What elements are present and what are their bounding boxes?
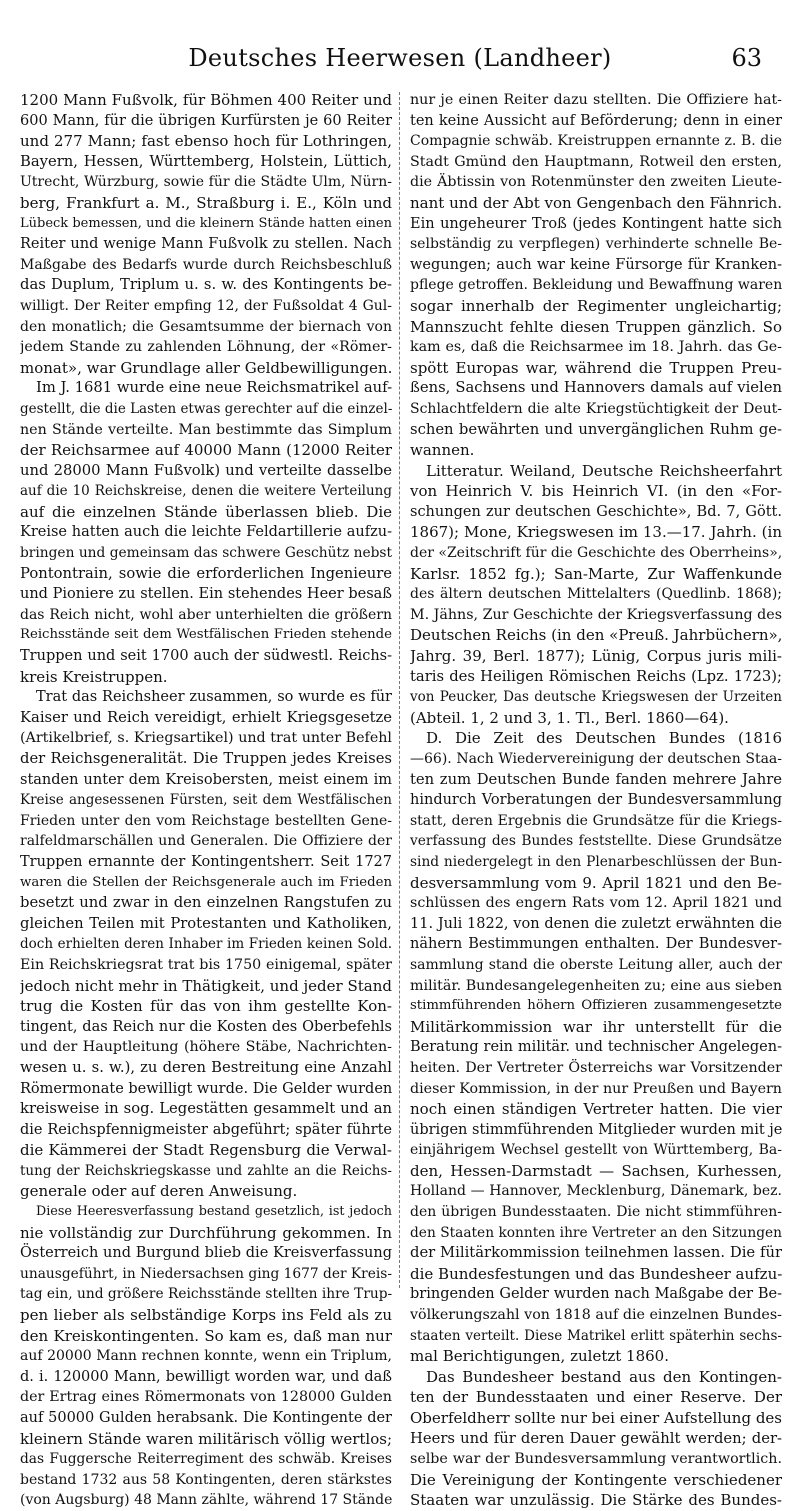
text-line: und 28000 Mann Fußvolk) und verteilte dasselbe (20, 461, 392, 479)
text-line: nant und der Abt von Gengenbach den Fähnrich. (410, 193, 782, 212)
text-line: schlüssen des engern Rats vom 12. April 1821 und (410, 895, 782, 912)
text-line: wesen u. s. w.), zu deren Bestreitung eine Anzahl (20, 1058, 392, 1076)
text-line: Kaiser und Reich vereidigt, erhielt Kriegsgesetze (20, 708, 392, 726)
text-line: Heers und für deren Dauer gewählt werden; der- (410, 1429, 782, 1447)
text-line: auf die 10 Reichskreise, denen die weitere Verteilung (20, 483, 392, 500)
text-line: selbe war der Bundesversammlung verantwortlich. (410, 1451, 782, 1468)
text-line: nur je einen Reiter dazu stellten. Die Offiziere hat- (410, 92, 782, 108)
text-line: das Fuggersche Reiterregiment des schwäb. Kreises (20, 1451, 392, 1468)
text-line: D. Die Zeit des Deutschen Bundes (1816 (426, 729, 782, 748)
text-line: Diese Heeresverfassung bestand gesetzlich, ist jedoch (36, 1204, 392, 1220)
text-line: bestand 1732 aus 58 Kontingenten, deren stärkstes (20, 1471, 392, 1488)
text-line: stimmführenden höhern Offizieren zusammengesetzte (410, 998, 782, 1014)
text-line: Bayern, Hessen, Württemberg, Holstein, Lüttich, (20, 152, 392, 170)
text-line: Ein ungeheurer Troß (jedes Kontingent hatte sich (410, 215, 782, 232)
text-line: noch einen ständigen Vertreter hatten. Die vier (410, 1100, 782, 1119)
text-line: willigt. Der Reiter empfing 12, der Fußsoldat 4 Gul- (20, 297, 392, 314)
text-line: den Staaten konnten ihre Vertreter an den Sitzungen (410, 1224, 782, 1241)
text-line: tag ein, und größere Reichsstände stellten ihre Trup- (20, 1286, 392, 1303)
text-line: sind niedergelegt in den Plenarbeschlüssen der Bun- (410, 853, 782, 870)
text-line: ten keine Aussicht auf Beförderung; denn in einer (410, 112, 782, 129)
text-line: Litteratur. Weiland, Deutsche Reichsheerfahrt (426, 461, 782, 480)
text-line: das Duplum, Triplum u. s. w. des Kontingents be- (20, 276, 392, 294)
text-line: und der Hauptleitung (höhere Stäbe, Nachrichten- (20, 1039, 392, 1056)
text-line: pen lieber als selbständige Korps ins Feld als zu (20, 1306, 392, 1325)
column-divider (399, 92, 400, 1288)
text-line: kam es, daß die Reichsarmee im 18. Jahrh. das Ge- (410, 339, 782, 356)
text-line: besetzt und zwar in den einzelnen Rangstufen zu (20, 894, 392, 912)
text-line: dieser Kommission, in der nur Preußen und Bayern (410, 1080, 782, 1097)
text-line: nähern Bestimmungen enthalten. Der Bundesver- (410, 936, 782, 953)
text-line: pflege getroffen. Bekleidung und Bewaffnung waren (410, 277, 782, 294)
text-line: 600 Mann, für die übrigen Kurfürsten je 60 Reiter (20, 112, 392, 129)
text-line: Staaten war unzulässig. Die Stärke des Bundes- (410, 1491, 782, 1510)
text-line: 1867); Mone, Kriegswesen im 13.—17. Jahrh. (in (410, 523, 782, 542)
text-line: doch erhielten deren Inhaber im Frieden keinen Sold. (20, 936, 392, 953)
text-line: Frieden unter den vom Reichstage bestellten Gene- (20, 812, 392, 829)
left-column (20, 90, 392, 1511)
text-line: schungen zur deutschen Geschichte», Bd. 7, Gött. (410, 503, 782, 520)
text-line: Jahrg. 39, Berl. 1877); Lünig, Corpus juris mili- (410, 647, 782, 666)
text-line: Holland — Hannover, Mecklenburg, Dänemark, bez. (410, 1183, 782, 1200)
text-line: jedoch nicht mehr in Thätigkeit, und jeder Stand (20, 976, 392, 995)
text-line: gleichen Teilen mit Protestanten und Katholiken, (20, 914, 392, 932)
text-line: den, Hessen-Darmstadt — Sachsen, Kurhessen, (410, 1161, 782, 1180)
text-line: selbständig zu verpflegen) verhinderte schnelle Be- (410, 236, 782, 253)
text-line: auf 20000 Mann rechnen konnte, wenn ein Triplum, (20, 1348, 392, 1365)
text-line: Kreise angesessenen Fürsten, seit dem Westfälischen (20, 792, 392, 809)
text-line: kleinern Stände waren militärisch völlig wertlos; (20, 1429, 392, 1448)
text-line: Deutschen Reichs (in den «Preuß. Jahrbüchern», (410, 626, 782, 645)
text-line: wannen. (410, 441, 475, 460)
text-line: —66). Nach Wiedervereinigung der deutschen Staa- (410, 751, 782, 767)
text-line: Compagnie schwäb. Kreistruppen ernannte z. B. die (410, 133, 782, 150)
text-line: wegungen; auch war keine Fürsorge für Kranken- (410, 256, 782, 273)
text-line: 11. Juli 1822, von denen die zuletzt erwähnten die (410, 915, 782, 932)
text-line: verfassung des Bundes feststellte. Diese Grundsätze (410, 833, 782, 850)
text-line: nen Stände verteilte. Man bestimmte das Simplum (20, 421, 392, 438)
text-line: tingent, das Reich nur die Kosten des Oberbefehls (20, 1018, 392, 1035)
text-line: (von Augsburg) 48 Mann zählte, während 17 Stände (20, 1492, 392, 1509)
page-number: 63 (731, 44, 762, 72)
text-line: Lübeck bemessen, und die kleinern Stände hatten einen (20, 215, 392, 231)
text-line: Oberfeldherr sollte nur bei einer Aufstellung des (410, 1409, 782, 1427)
text-line: nie vollständig zur Durchführung gekommen. In (20, 1223, 392, 1242)
text-line: den monatlich; die Gesamtsumme der biernach von (20, 318, 392, 335)
text-line: d. i. 120000 Mann, bewilligt worden war, und daß (20, 1368, 392, 1385)
text-line: Die Vereinigung der Kontingente verschiedener (410, 1470, 782, 1489)
text-line: Mannszucht fehlte diesen Truppen gänzlich. So (410, 317, 782, 336)
text-line: M. Jähns, Zur Geschichte der Kriegsverfassung des (410, 606, 782, 623)
text-line: Trat das Reichsheer zusammen, so wurde es für (36, 689, 392, 706)
text-line: hindurch Vorberatungen der Bundesversammlung (410, 792, 782, 809)
text-line: Maßgabe des Bedarfs wurde durch Reichsbeschluß (20, 256, 392, 273)
text-line: sammlung stand die oberste Leitung aller, auch der (410, 956, 782, 973)
text-line: Karlsr. 1852 fg.); San-Marte, Zur Waffenkunde (410, 564, 782, 583)
running-title: Deutsches Heerwesen (Landheer) (188, 44, 612, 72)
text-line: waren die Stellen der Reichsgenerale auch im Frieden (20, 874, 392, 890)
text-line: ten zum Deutschen Bunde fanden mehrere Jahre (410, 770, 782, 788)
text-line: den übrigen Bundesstaaten. Die nicht stimmführen- (410, 1204, 782, 1221)
text-line: unausgeführt, in Niedersachsen ging 1677 der Kreis- (20, 1265, 392, 1282)
text-line: (Artikelbrief, s. Kriegsartikel) und trat unter Befehl (20, 730, 392, 747)
text-line: Ein Reichskriegsrat trat bis 1750 einigemal, später (20, 956, 392, 973)
text-line: von Peucker, Das deutsche Kriegswesen der Urzeiten (410, 689, 782, 706)
text-line: völkerungszahl von 1818 auf die einzelnen Bundes- (410, 1307, 782, 1324)
text-line: von Heinrich V. bis Heinrich VI. (in den «For- (410, 482, 782, 501)
text-line: trug die Kosten für das von ihm gestellte Kon- (20, 997, 392, 1016)
text-line: staaten verteilt. Diese Matrikel erlitt späterhin sechs- (410, 1327, 782, 1344)
text-line: monat», war Grundlage aller Geldbewilligungen. (20, 358, 392, 377)
text-line: ten der Bundesstaaten und einer Reserve. Der (410, 1388, 782, 1407)
text-line: Österreich und Burgund blieb die Kreisverfassung (20, 1245, 392, 1262)
text-line: den Kreiskontingenten. So kam es, daß man nur (20, 1326, 392, 1345)
text-line: tung der Reichskriegskasse und zahlte an die Reichs- (20, 1162, 392, 1179)
text-line: taris des Heiligen Römischen Reichs (Lpz. 1723); (410, 667, 782, 685)
right-column (410, 90, 782, 1511)
text-line: der Militärkommission teilnehmen lassen. Die für (410, 1244, 782, 1262)
text-line: Kreise hatten auch die leichte Feldartillerie aufzu- (20, 524, 392, 541)
text-line: ßens, Sachsens und Hannovers damals auf vielen (410, 379, 782, 397)
text-line: bringenden Gelder wurden nach Maßgabe der Be- (410, 1286, 782, 1303)
text-line: des ältern deutschen Mittelalters (Quedlinb. 1868); (410, 586, 782, 603)
text-line: der Reichsgeneralität. Die Truppen jedes Kreises (20, 750, 392, 767)
text-line: mal Berichtigungen, zuletzt 1860. (410, 1347, 669, 1366)
text-line: Stadt Gmünd den Hauptmann, Rotweil den ersten, (410, 153, 782, 170)
text-line: auf die einzelnen Stände überlassen blieb. Die (20, 502, 392, 521)
text-line: jedem Stande zu zahlenden Löhnung, der «Römer- (20, 339, 392, 356)
text-line: die Kämmerei der Stadt Regensburg die Verwal- (20, 1141, 392, 1160)
text-line: desversammlung vom 9. April 1821 und den Be- (410, 873, 782, 892)
text-line: Im J. 1681 wurde eine neue Reichsmatrikel auf- (36, 379, 392, 397)
text-line: und 277 Mann; fast ebenso hoch für Lothringen, (20, 132, 392, 151)
text-line: sogar innerhalb der Regimenter ungleichartig; (410, 296, 782, 315)
text-line: generale oder auf deren Anweisung. (20, 1182, 298, 1201)
text-line: und Pioniere zu stellen. Ein stehendes Heer besaß (20, 586, 392, 603)
text-line: Das Bundesheer bestand aus den Kontingen- (426, 1367, 782, 1386)
text-line: kreis Kreistruppen. (20, 667, 168, 686)
text-line: der «Zeitschrift für die Geschichte des Oberrheins», (410, 545, 782, 562)
text-line: (Abteil. 1, 2 und 3, 1. Tl., Berl. 1860—64). (410, 708, 729, 727)
text-line: spött Europas war, während die Truppen Preu- (410, 358, 782, 377)
text-line: die Reichspfennigmeister abgeführt; später führte (20, 1121, 392, 1138)
text-line: Schlachtfeldern die alte Kriegstüchtigkeit der Deut- (410, 400, 782, 417)
text-line: das Reich nicht, wohl aber unterhielten die größern (20, 606, 392, 623)
text-line: Pontontrain, sowie die erforderlichen Ingenieure (20, 564, 392, 582)
text-line: heiten. Der Vertreter Österreichs war Vorsitzender (410, 1059, 782, 1076)
text-line: militär. Bundesangelegenheiten zu; eine aus sieben (410, 977, 782, 994)
text-line: standen unter dem Kreisobersten, meist einem im (20, 771, 392, 788)
text-line: einjährigem Wechsel gestellt von Württemberg, Ba- (410, 1142, 782, 1159)
text-line: berg, Frankfurt a. M., Straßburg i. E., Köln und (20, 193, 392, 212)
text-line: ralfeldmarschällen und Generalen. Die Offiziere der (20, 833, 392, 850)
text-line: Beratung rein militär. und technischer Angelegen- (410, 1039, 782, 1056)
text-line: 1200 Mann Fußvolk, für Böhmen 400 Reiter und (20, 91, 392, 109)
text-line: Militärkommission war ihr unterstellt für die (410, 1017, 782, 1036)
text-line: der Reichsarmee auf 40000 Mann (12000 Reiter (20, 441, 392, 460)
text-line: Utrecht, Würzburg, sowie für die Städte Ulm, Nürn- (20, 174, 392, 191)
text-line: Truppen und seit 1700 auch der südwestl. Reichs- (20, 648, 392, 665)
text-line: Reiter und wenige Mann Fußvolk zu stellen. Nach (20, 236, 392, 253)
text-line: der Ertrag eines Römermonats von 128000 Gulden (20, 1389, 392, 1406)
text-line: übrigen stimmführenden Mitglieder wurden mit je (410, 1121, 782, 1138)
text-line: bringen und gemeinsam das schwere Geschütz nebst (20, 545, 392, 562)
text-line: Truppen ernannte der Kontingentsherr. Seit 1727 (20, 853, 392, 870)
text-line: auf 50000 Gulden herabsank. Die Kontingente der (20, 1410, 392, 1426)
text-line: die Bundesfestungen und das Bundesheer aufzu- (410, 1264, 782, 1283)
text-line: Reichsstände seit dem Westfälischen Frieden stehende (20, 627, 392, 643)
text-line: die Äbtissin von Rotenmünster den zweiten Lieute- (410, 174, 782, 191)
text-line: Römermonate bewilligt wurde. Die Gelder wurden (20, 1080, 392, 1097)
text-line: kreisweise in sog. Legestätten gesammelt und an (20, 1100, 392, 1118)
text-line: schen bewährten und unvergänglichen Ruhm ge- (410, 420, 782, 438)
text-line: gestellt, die die Lasten etwas gerechter auf die einzel- (20, 400, 392, 417)
text-line: statt, deren Ergebnis die Grundsätze für die Kriegs- (410, 812, 782, 829)
page-header (0, 44, 800, 84)
